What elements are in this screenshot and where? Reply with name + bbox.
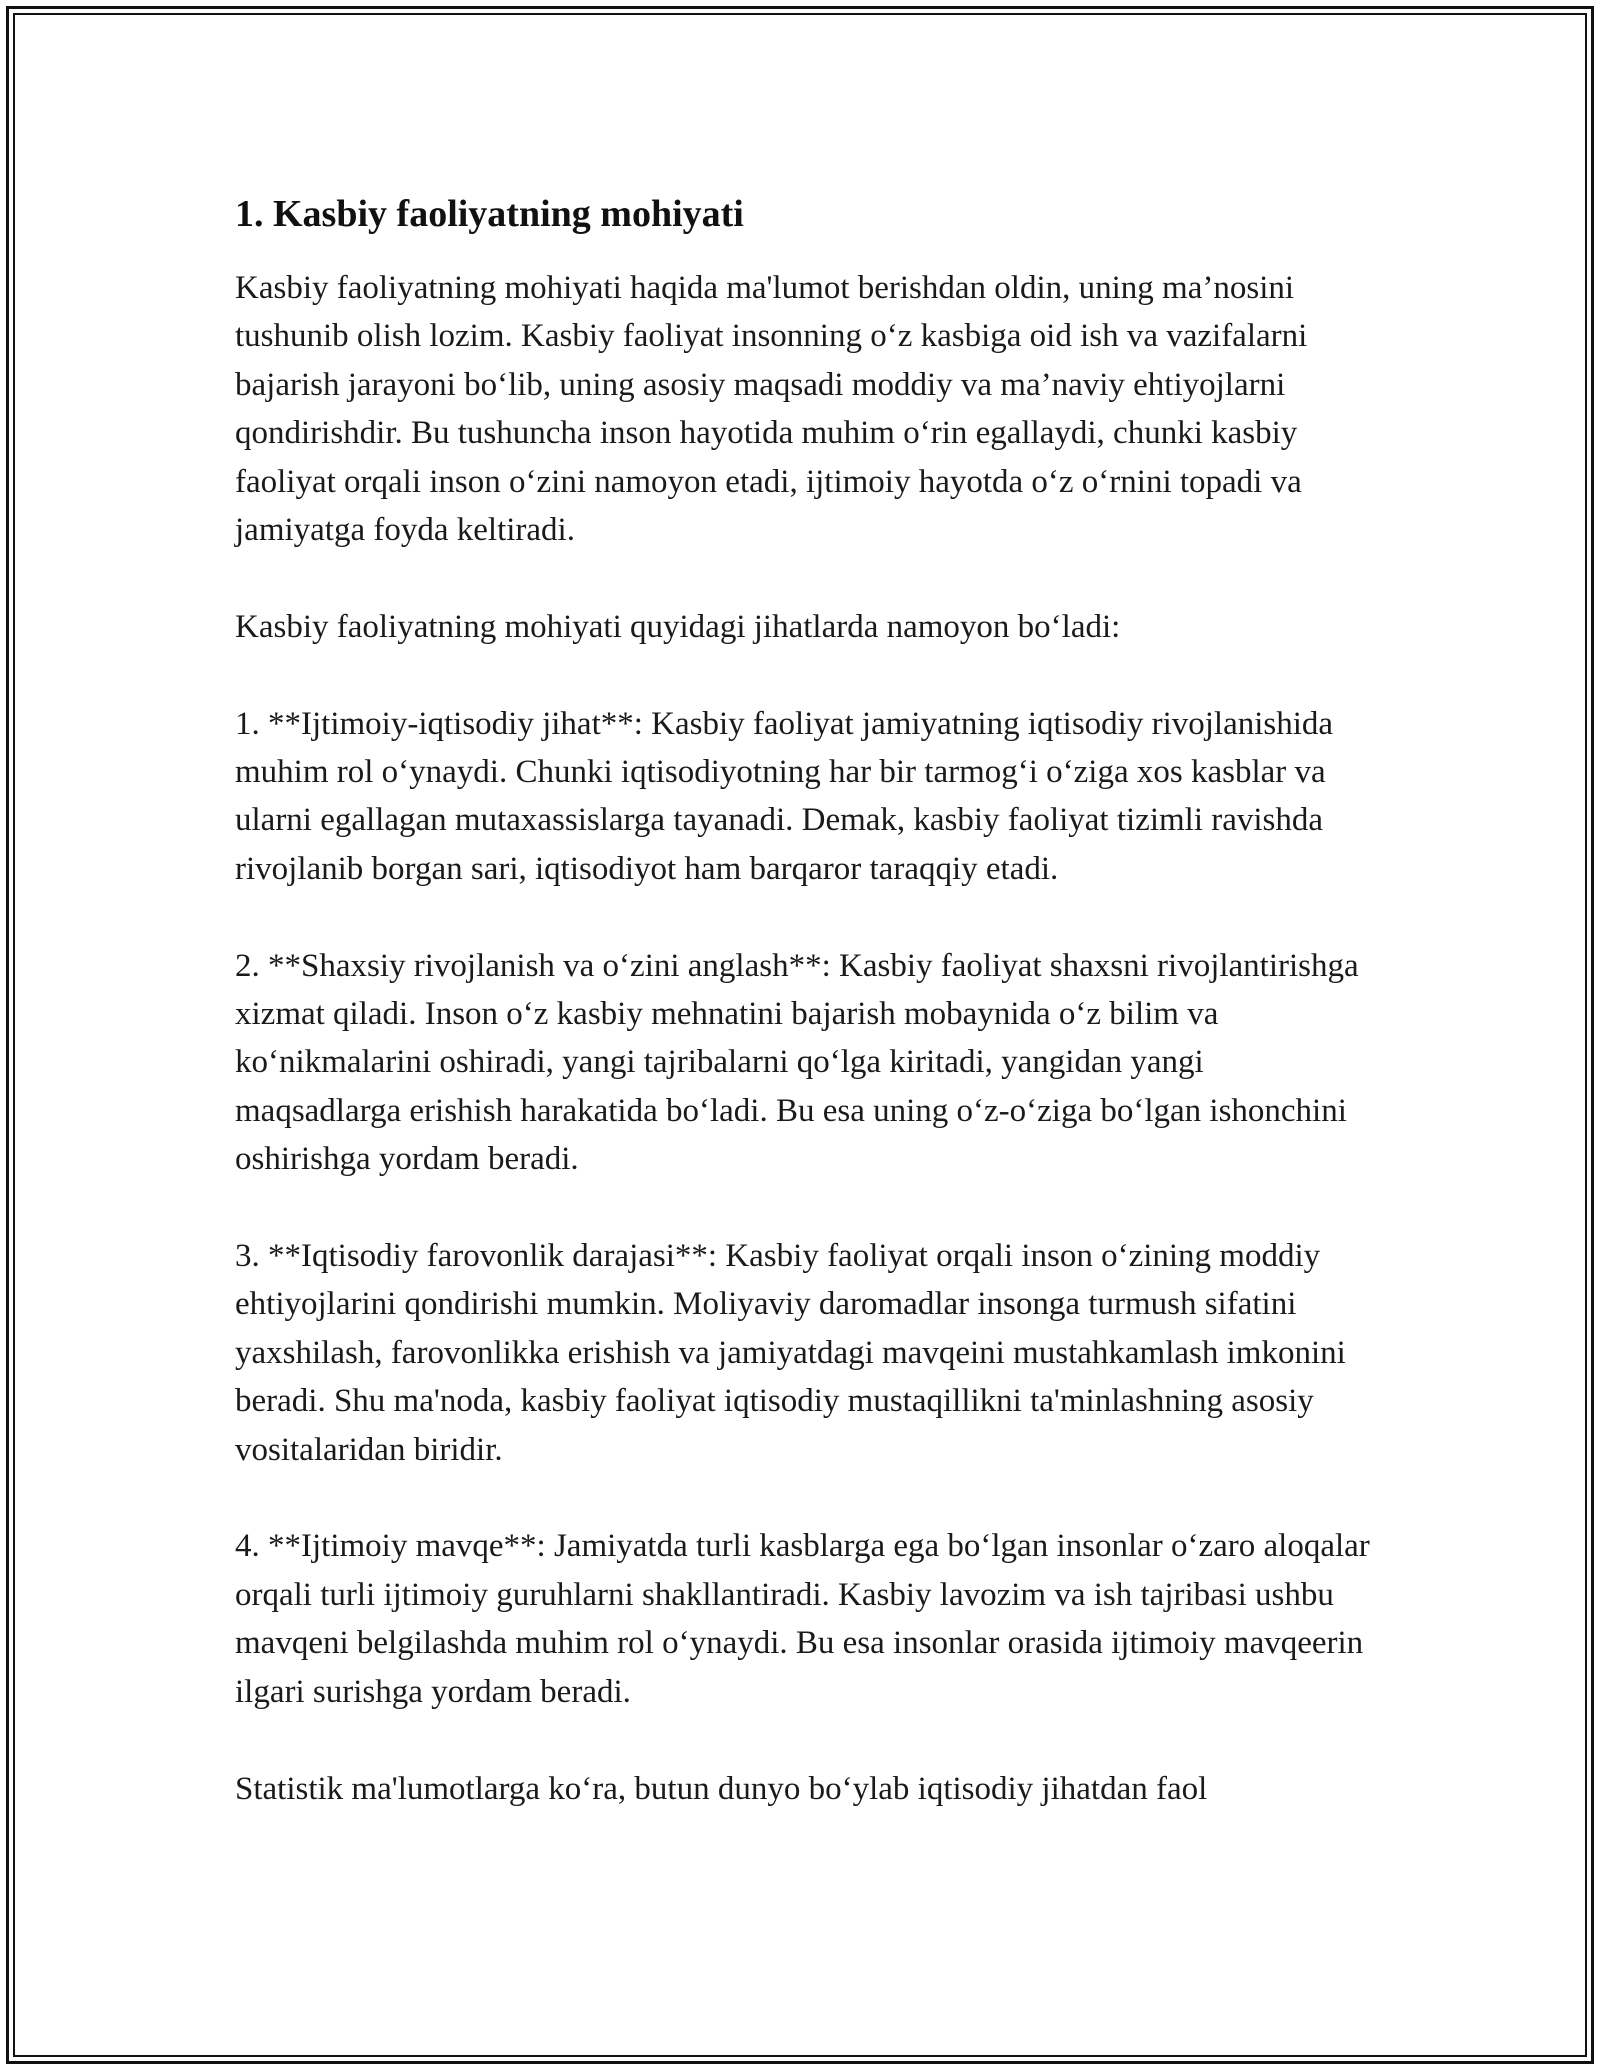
- paragraph-item-3: 3. **Iqtisodiy farovonlik darajasi**: Kasbiy faoliyat orqali inson o‘zining moddiy ehtiyojlarini qondirishi mumkin. Moliyaviy daromadlar insonga turmush sifatini yaxshilash, farovonlikka erishish va jamiyatdagi mavqeini mustahkamlash imkonini beradi. Shu ma'noda, kasbiy faoliyat iqtisodiy mustaqillikni ta'minlashning asosiy vositalaridan biridir.: [235, 1238, 1346, 1468]
- document-page: [235, 188, 1375, 1813]
- paragraph-item-2: 2. **Shaxsiy rivojlanish va o‘zini anglash**: Kasbiy faoliyat shaxsni rivojlantirishga xizmat qiladi. Inson o‘z kasbiy mehnatini bajarish mobaynida o‘z bilim va ko‘nikmalarini oshiradi, yangi tajribalarni qo‘lga kiritadi, yangidan yangi maqsadlarga erishish harakatida bo‘ladi. Bu esa uning o‘z-o‘ziga bo‘lgan ishonchini oshirishga yordam beradi.: [235, 947, 1359, 1178]
- section-heading: 1. Kasbiy faoliyatning mohiyati: [235, 193, 744, 235]
- paragraph-intro: Kasbiy faoliyatning mohiyati haqida ma'lumot berishdan oldin, uning ma’nosini tushunib olish lozim. Kasbiy faoliyat insonning o‘z kasbiga oid ish va vazifalarni bajarish jarayoni bo‘lib, uning asosiy maqsadi moddiy va ma’naviy ehtiyojlarni qondirishdir. Bu tushuncha inson hayotida muhim o‘rin egallaydi, chunki kasbiy faoliyat orqali inson o‘zini namoyon etadi, ijtimoiy hayotda o‘z o‘rnini topadi va jamiyatga foyda keltiradi.: [235, 270, 1308, 549]
- paragraph-aspects-lead: Kasbiy faoliyatning mohiyati quyidagi jihatlarda namoyon bo‘ladi:: [235, 608, 1121, 645]
- paragraph-item-1: 1. **Ijtimoiy-iqtisodiy jihat**: Kasbiy faoliyat jamiyatning iqtisodiy rivojlanishida muhim rol o‘ynaydi. Chunki iqtisodiyotning har bir tarmog‘i o‘ziga xos kasblar va ularni egallagan mutaxassislarga tayanadi. Demak, kasbiy faoliyat tizimli ravishda rivojlanib borgan sari, iqtisodiyot ham barqaror taraqqiy etadi.: [235, 705, 1334, 887]
- paragraph-item-4: 4. **Ijtimoiy mavqe**: Jamiyatda turli kasblarga ega bo‘lgan insonlar o‘zaro aloqalar orqali turli ijtimoiy guruhlarni shakllantiradi. Kasbiy lavozim va ish tajribasi ushbu mavqeni belgilashda muhim rol o‘ynaydi. Bu esa insonlar orasida ijtimoiy mavqeerin ilgari surishga yordam beradi.: [235, 1528, 1370, 1710]
- paragraph-statistics: Statistik ma'lumotlarga ko‘ra, butun dunyo bo‘ylab iqtisodiy jihatdan faol: [235, 1770, 1208, 1807]
